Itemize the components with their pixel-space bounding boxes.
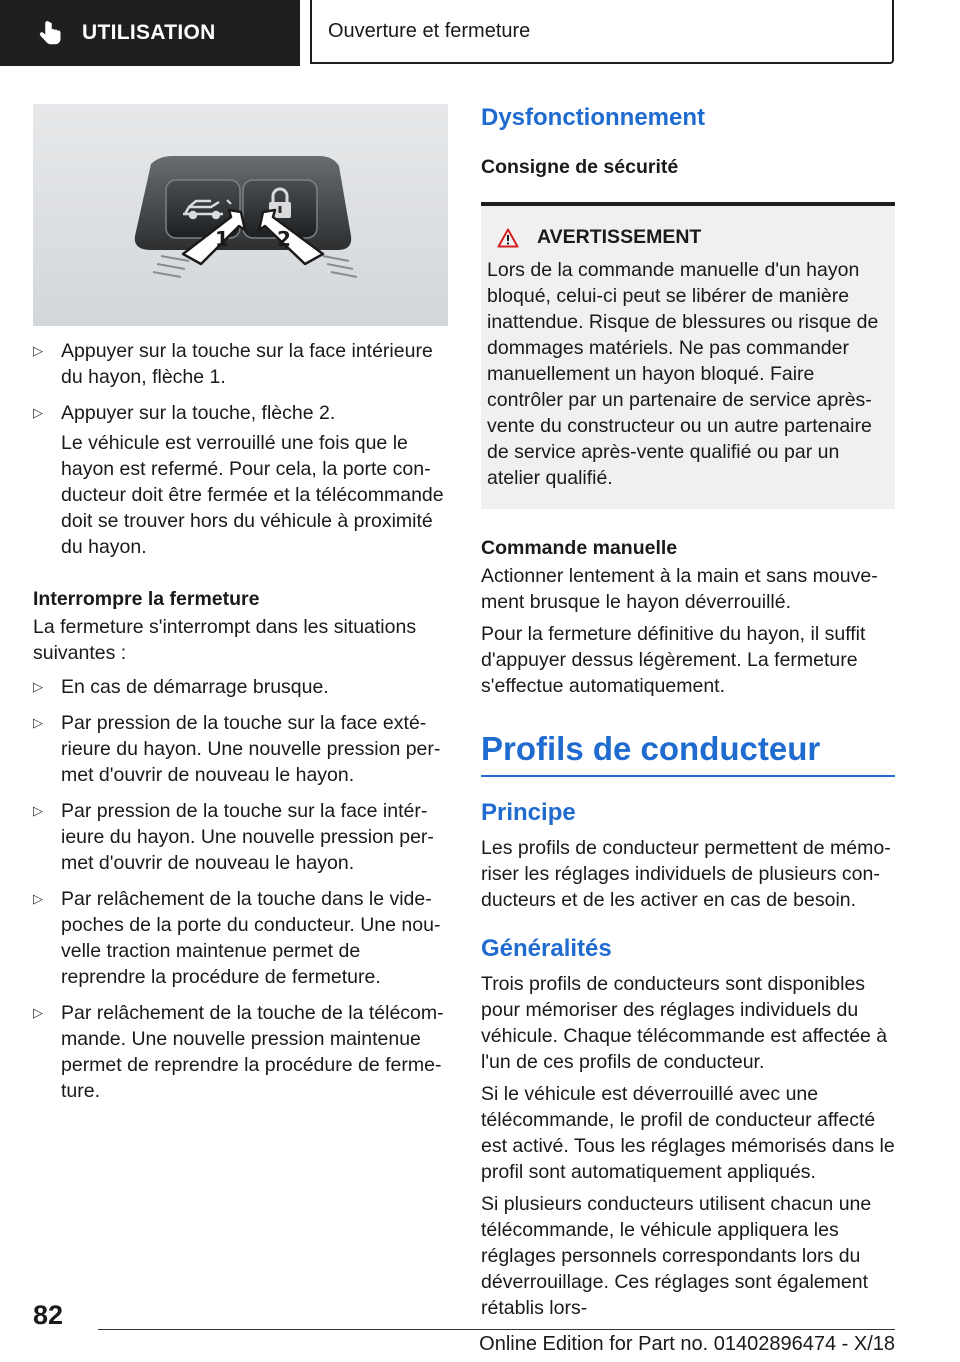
triangle-bullet-icon: ▷ xyxy=(33,343,43,358)
principle-text: Les profils de conducteur permettent de mémoriser les réglages individuels de plusieurs conducteurs et de les activer en cas de besoin. xyxy=(481,837,891,911)
safety-heading: Consigne de sécurité xyxy=(481,156,679,178)
triangle-bullet-icon: ▷ xyxy=(33,715,43,730)
footer-divider xyxy=(98,1329,895,1330)
motion-lines xyxy=(153,256,357,277)
edition-footer: Online Edition for Part no. 01402896474 - X/18 xyxy=(479,1333,895,1355)
right-column xyxy=(481,104,895,1321)
list-item: ▷ Par pression de la touche sur la face extérieure du hayon. Une nouvelle pression permet d'ouvrir de nouveau le hayon. xyxy=(33,712,441,786)
list-item: ▷ Appuyer sur la touche, flèche 2. xyxy=(33,402,336,424)
tailgate-buttons-figure xyxy=(33,104,448,326)
chapter-label: Ouverture et fermeture xyxy=(328,19,531,42)
triangle-bullet-icon: ▷ xyxy=(33,679,43,694)
interrupt-intro: La fermeture s'interrompt dans les situations suivantes : xyxy=(33,616,417,664)
tailgate-switch-illustration xyxy=(33,104,448,326)
list-item: ▷ En cas de démarrage brusque. xyxy=(33,676,329,698)
triangle-bullet-icon: ▷ xyxy=(33,891,43,906)
arrow-2-label: 2 xyxy=(277,227,291,251)
warning-box xyxy=(481,202,895,509)
page-number: 82 xyxy=(33,1300,64,1330)
triangle-bullet-icon: ▷ xyxy=(33,1005,43,1020)
profiles-heading: Profils de conducteur xyxy=(481,730,821,767)
general-paragraph-2: Si le véhicule est déverrouillé avec une télécommande, le profil de conducteur affecté est activé. Tous les réglages mémorisés dans le profil sont automatiquement appliqués. xyxy=(481,1083,895,1183)
list-item: ▷ Par relâchement de la touche dans le vide-poches de la porte du conducteur. Une nouvelle traction maintenue permet de reprendre la procédure de fermeture. xyxy=(33,888,441,988)
arrow-1-label: 1 xyxy=(215,227,229,251)
triangle-bullet-icon: ▷ xyxy=(33,405,43,420)
triangle-bullet-icon: ▷ xyxy=(33,803,43,818)
list-item: ▷ Par pression de la touche sur la face intérieure du hayon. Une nouvelle pression permet d'ouvrir de nouveau le hayon. xyxy=(33,800,434,874)
general-paragraph-1: Trois profils de conducteurs sont disponibles pour mémoriser des réglages individuels du véhicule. Chaque télécommande est affectée à l'un de ces profils de conducteur. xyxy=(481,973,888,1073)
hand-pointer-icon xyxy=(36,18,66,48)
general-heading: Généralités xyxy=(481,935,612,962)
warning-triangle-icon xyxy=(497,228,519,248)
manual-heading: Commande manuelle xyxy=(481,537,678,559)
profiles-heading-block xyxy=(481,729,895,777)
section-label: UTILISATION xyxy=(82,21,216,44)
malfunction-heading: Dysfonctionnement xyxy=(481,104,706,131)
warning-title: AVERTISSEMENT xyxy=(537,226,702,248)
section-tab[interactable] xyxy=(0,0,300,66)
manual-paragraph-2: Pour la fermeture définitive du hayon, il suffit d'appuyer dessus légèrement. La fermeture s'effectue automatiquement. xyxy=(481,623,866,697)
principle-heading: Principe xyxy=(481,799,576,826)
warning-text: Lors de la commande manuelle d'un hayon bloqué, celui-ci peut se libérer de manière inattendue. Risque de blessures ou risque de dommages matériels. Ne pas commander manuellement un hayon bloqué. Faire contrôler par un partenaire de service après-vente du constructeur ou un autre partenaire de service après-vente qualifié ou par un atelier qualifié. xyxy=(487,259,879,489)
chapter-tab[interactable] xyxy=(310,0,894,64)
general-paragraph-3: Si plusieurs conducteurs utilisent chacun une télécommande, le véhicule appliquera les réglages personnels correspondants lors du déverrouillage. Ces réglages sont également rétablis lors- xyxy=(481,1193,872,1319)
left-column xyxy=(33,104,448,1104)
bullet-note: Le véhicule est verrouillé une fois que le hayon est refermé. Pour cela, la porte conducteur doit être fermée et la télécommande doit se trouver hors du véhicule à proximité du hayon. xyxy=(61,432,444,558)
list-item: ▷ Appuyer sur la touche sur la face intérieure du hayon, flèche 1. xyxy=(33,340,433,388)
interrupt-heading: Interrompre la fermeture xyxy=(33,588,260,610)
manual-paragraph-1: Actionner lentement à la main et sans mouvement brusque le hayon déverrouillé. xyxy=(481,565,878,613)
list-item: ▷ Par relâchement de la touche de la télécommande. Une nouvelle pression maintenue permet de reprendre la procédure de fermeture. xyxy=(33,1002,444,1102)
